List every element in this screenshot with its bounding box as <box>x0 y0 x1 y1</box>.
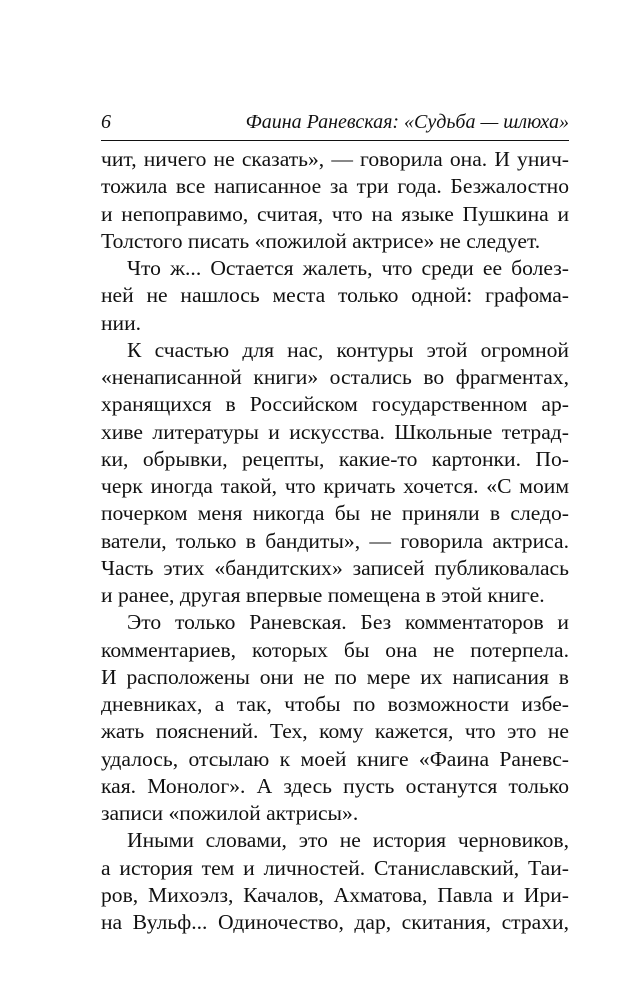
text-line: и непоправимо, считая, что на языке Пушкина и <box>101 201 569 226</box>
running-head <box>101 107 569 137</box>
text-line: кая. Монолог». А здесь пусть останутся только <box>101 773 569 798</box>
text-line: Часть этих «бандитских» записей публиковалась <box>101 555 569 580</box>
text-line: И расположены они не по мере их написания в <box>101 664 569 689</box>
running-title: Фаина Раневская: «Судьба — шлюха» <box>245 111 569 133</box>
text-line: К счастью для нас, контуры этой огромной <box>127 337 569 362</box>
text-line: «ненаписанной книги» остались во фрагментах, <box>101 365 569 389</box>
text-line: комментариев, которых бы она не потерпела. <box>101 637 569 662</box>
text-line: Это только Раневская. Без комментаторов и <box>127 610 569 635</box>
text-line: записи «пожилой актрисы». <box>101 801 359 825</box>
page-number: 6 <box>101 111 111 133</box>
text-line: жать пояснений. Тех, кому кажется, что это не <box>101 719 569 744</box>
text-line: на Вульф... Одиночество, дар, скитания, страхи, <box>101 910 569 934</box>
body-text <box>101 146 569 936</box>
text-line: ки, обрывки, рецепты, какие-то картонки. По- <box>101 446 569 471</box>
text-line: тожила все написанное за три года. Безжалостно <box>101 174 569 199</box>
text-line: а история тем и личностей. Станиславский, Таи- <box>101 855 569 880</box>
text-line: ватели, только в бандиты», — говорила актриса. <box>101 528 569 553</box>
text-line: черк иногда такой, что кричать хочется. «С моим <box>101 474 569 498</box>
text-line: дневниках, а так, чтобы по возможности избе- <box>101 692 569 716</box>
text-line: почерком меня никогда бы не приняли в следо- <box>101 501 569 526</box>
text-line: хранящихся в Российском государственном ар- <box>101 392 569 417</box>
text-line: нии. <box>101 310 142 335</box>
text-line: Иными словами, это не история черновиков, <box>127 828 569 853</box>
text-line: Толстого писать «пожилой актрисе» не следует. <box>101 228 541 253</box>
text-line: удалось, отсылаю к моей книге «Фаина Раневс- <box>101 746 569 771</box>
header-rule <box>101 140 569 141</box>
text-line: ней не нашлось места только одной: графома- <box>101 283 569 308</box>
text-line: хиве литературы и искусства. Школьные тетрад- <box>101 419 569 444</box>
text-line: чит, ничего не сказать», — говорила она. И унич- <box>101 147 569 171</box>
text-line: и ранее, другая впервые помещена в этой книге. <box>101 583 545 607</box>
text-line: ров, Михоэлз, Качалов, Ахматова, Павла и Ири- <box>101 882 569 907</box>
text-line: Что ж... Остается жалеть, что среди ее болез- <box>127 256 569 280</box>
